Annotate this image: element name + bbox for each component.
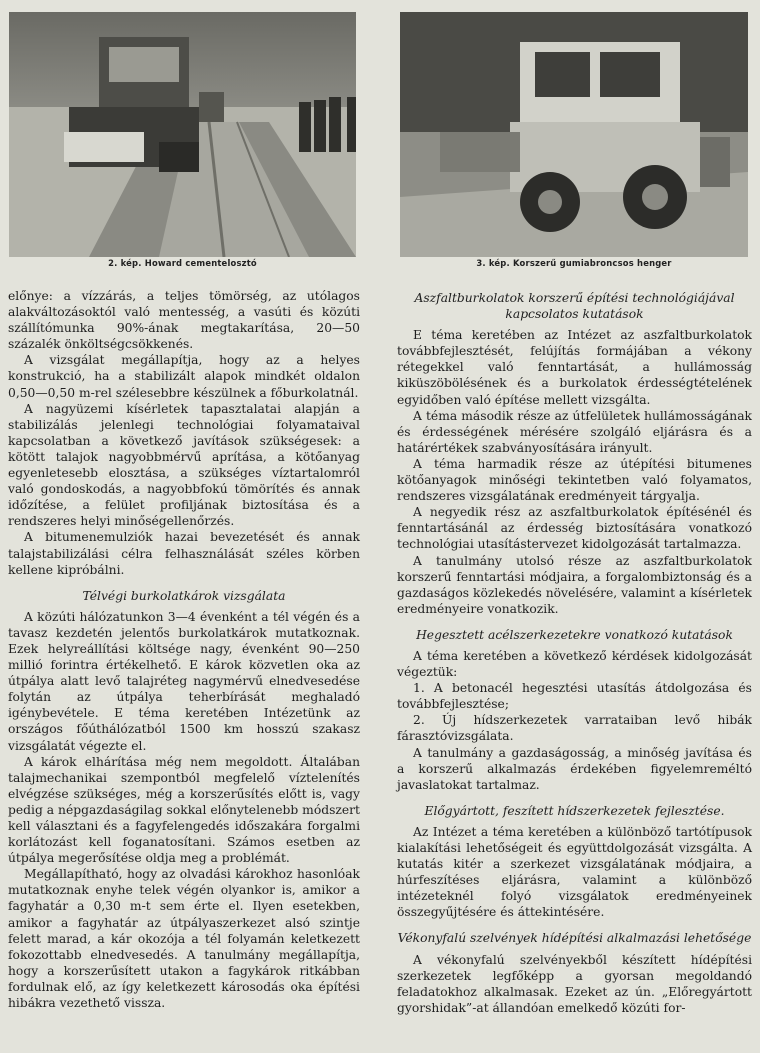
figure-2-photo-cement-spreader [9, 12, 356, 257]
paragraph: Az Intézet a téma keretében a különböző tartótípusok kialakítási lehetőségeit és együttdolgozását vizsgálta. A kutatás kitér a szerkezet vizsgálatának módjaira, a húrfeszítéses eljárásra, valamint a különböző intézeteknél folyó vizsgálatok eredményeinek összegyűjtésére és áttekintésére. [397, 824, 752, 920]
list-item: 2. Új hídszerkezetek varrataiban levő hibák fárasztóvizsgálata. [397, 713, 752, 744]
paragraph: A téma második része az útfelületek hullámosságának és érdességének mérésére szolgáló eljárásra és a határértékek szabványosítására irányult. [397, 408, 752, 455]
paragraph: előnye: a vízzárás, a teljes tömörség, az utólagos alakváltozásoktól való mentesség, a vasúti és közúti szállítómunka 90%-ának megtakarítása, 20—50 százalék önköltségcsökkenés. [8, 289, 360, 352]
figure-3-caption: 3. kép. Korszerű gumiabroncsos henger [476, 258, 672, 268]
paragraph: A téma keretében a következő kérdések kidolgozását végeztük: [397, 648, 752, 680]
paragraph: A közúti hálózatunkon 3—4 évenként a tél végén és a tavasz kezdetén jelentős burkolatkárok mutatkoznak. Ezek helyreállítási költsége nagy, évenként 90—250 millió forintra értékelhető. E károk közvetlen oka az útpálya alatt levő talajréteg nagymérvű elnedvesedése folytán az útpálya teherbírását meghaladó igénybevétele. E téma keretében Intézetünk az országos főúthálózatból 1500 km hosszú szakasz vizsgálatát végezte el. [8, 609, 360, 753]
left-text-column [8, 288, 360, 1011]
numbered-list [397, 680, 752, 744]
section-heading-prestressed-bridges: Előgyártott, feszített hídszerkezetek fejlesztése. [424, 803, 725, 818]
section-heading-thin-walled-sections: Vékonyfalú szelvények hídépítési alkalmazási lehetősége [397, 931, 752, 946]
section-heading-asphalt: Aszfaltburkolatok korszerű építési technológiájával kapcsolatos kutatások [414, 291, 735, 322]
paragraph: A vékonyfalú szelvényekből készített hídépítési szerkezetek legfőképp a gyorsan megoldandó feladatokhoz alkalmasak. Ezeket az ún. „Előregyártott gyorshidak”-at állandóan emelkedő közúti for- [397, 952, 752, 1015]
paragraph: A károk elhárítása még nem megoldott. Általában talajmechanikai szempontból megfelelő víztelenítés elvégzése szükséges, még a korszerűsítés előtt is, vagy pedig a népgazdaságilag sokkal előnytelenebb módszert kell választani és a fagyfelengedés időszakára forgalmi korlátozást kell foganatosítani. Számos esetben az útpálya megerősítése oldja meg a problémát. [8, 754, 360, 866]
list-item: 1. A betonacél hegesztési utasítás átdolgozása és továbbfejlesztése; [397, 681, 752, 712]
paragraph: A tanulmány utolsó része az aszfaltburkolatok korszerű fenntartási módjaira, a forgalombiztonság és a gazdaságos közlekedés növelésére, valamint a kísérletek eredményeire vonatkozik. [397, 553, 752, 616]
paragraph: A bitumenemulziók hazai bevezetését és annak talajstabilizálási célra felhasználását széles körben kellene kipróbálni. [8, 530, 360, 577]
paragraph: A tanulmány a gazdaságosság, a minőség javítása és a korszerű alkalmazás érdekében figyelemreméltó javaslatokat tartalmaz. [397, 745, 752, 792]
paragraph: A vizsgálat megállapítja, hogy az a helyes konstrukció, ha a stabilizált alapok mindkét oldalon 0,50—0,50 m-rel szélesebbre készülnek a főburkolatnál. [8, 353, 360, 400]
paragraph: A nagyüzemi kísérletek tapasztalatai alapján a stabilizálás jelenlegi technológiai folyamataival kapcsolatban a következő javítások szükségesek: a kötött talajok nagyobbmérvű aprítása, a kötőanyag egyenletesebb elosztása, a szükséges víztartalomról való gondoskodás, a nagyobbfokú tömörítés és annak időzítése, a felület profiljának biztosítása és a rendszeres helyi minőségellenőrzés. [8, 401, 360, 529]
right-text-column [397, 288, 752, 1016]
figure-3-photo-rubber-tyred-roller [400, 12, 748, 257]
section-heading-welded-steel: Hegesztett acélszerkezetekre vonatkozó kutatások [416, 627, 733, 642]
paragraph: A negyedik rész az aszfaltburkolatok építésénél és fenntartásánál az érdesség biztosítására vonatkozó technológiai utasítástervezet kidolgozását tartalmazza. [397, 505, 752, 552]
paragraph: E téma keretében az Intézet az aszfaltburkolatok továbbfejlesztését, felújítás formájában a vékony rétegekkel való fenntartását, a hullámosság kiküszöbölésének és a burkolatok érdességtételének egyidőben való építése mellett vizsgálta. [397, 328, 752, 407]
figure-2-caption: 2. kép. Howard cementelosztó [108, 258, 257, 268]
section-heading-winter-damage: Télvégi burkolatkárok vizsgálata [82, 588, 286, 603]
paragraph: A téma harmadik része az útépítési bitumenes kötőanyagok minőségi tekintetben való folyamatos, rendszeres vizsgálatának eredményeit tárgyalja. [397, 456, 752, 504]
paragraph: Megállapítható, hogy az olvadási károkhoz hasonlóak mutatkoznak enyhe telek végén olyankor is, amikor a fagyhatár a 0,30 m-t sem érte el. Ilyen esetekben, amikor a fagyhatár az útpályaszerkezet alsó szintje felett marad, a kár okozója a tél folyamán keletkezett fokozottabb elnedvesedés. A tanulmány megállapítja, hogy a korszerűsített utakon a fagykárok ritkábban fordulnak elő, az így keletkezett károsodás oka építési hibákra vezethető vissza. [8, 867, 360, 1011]
